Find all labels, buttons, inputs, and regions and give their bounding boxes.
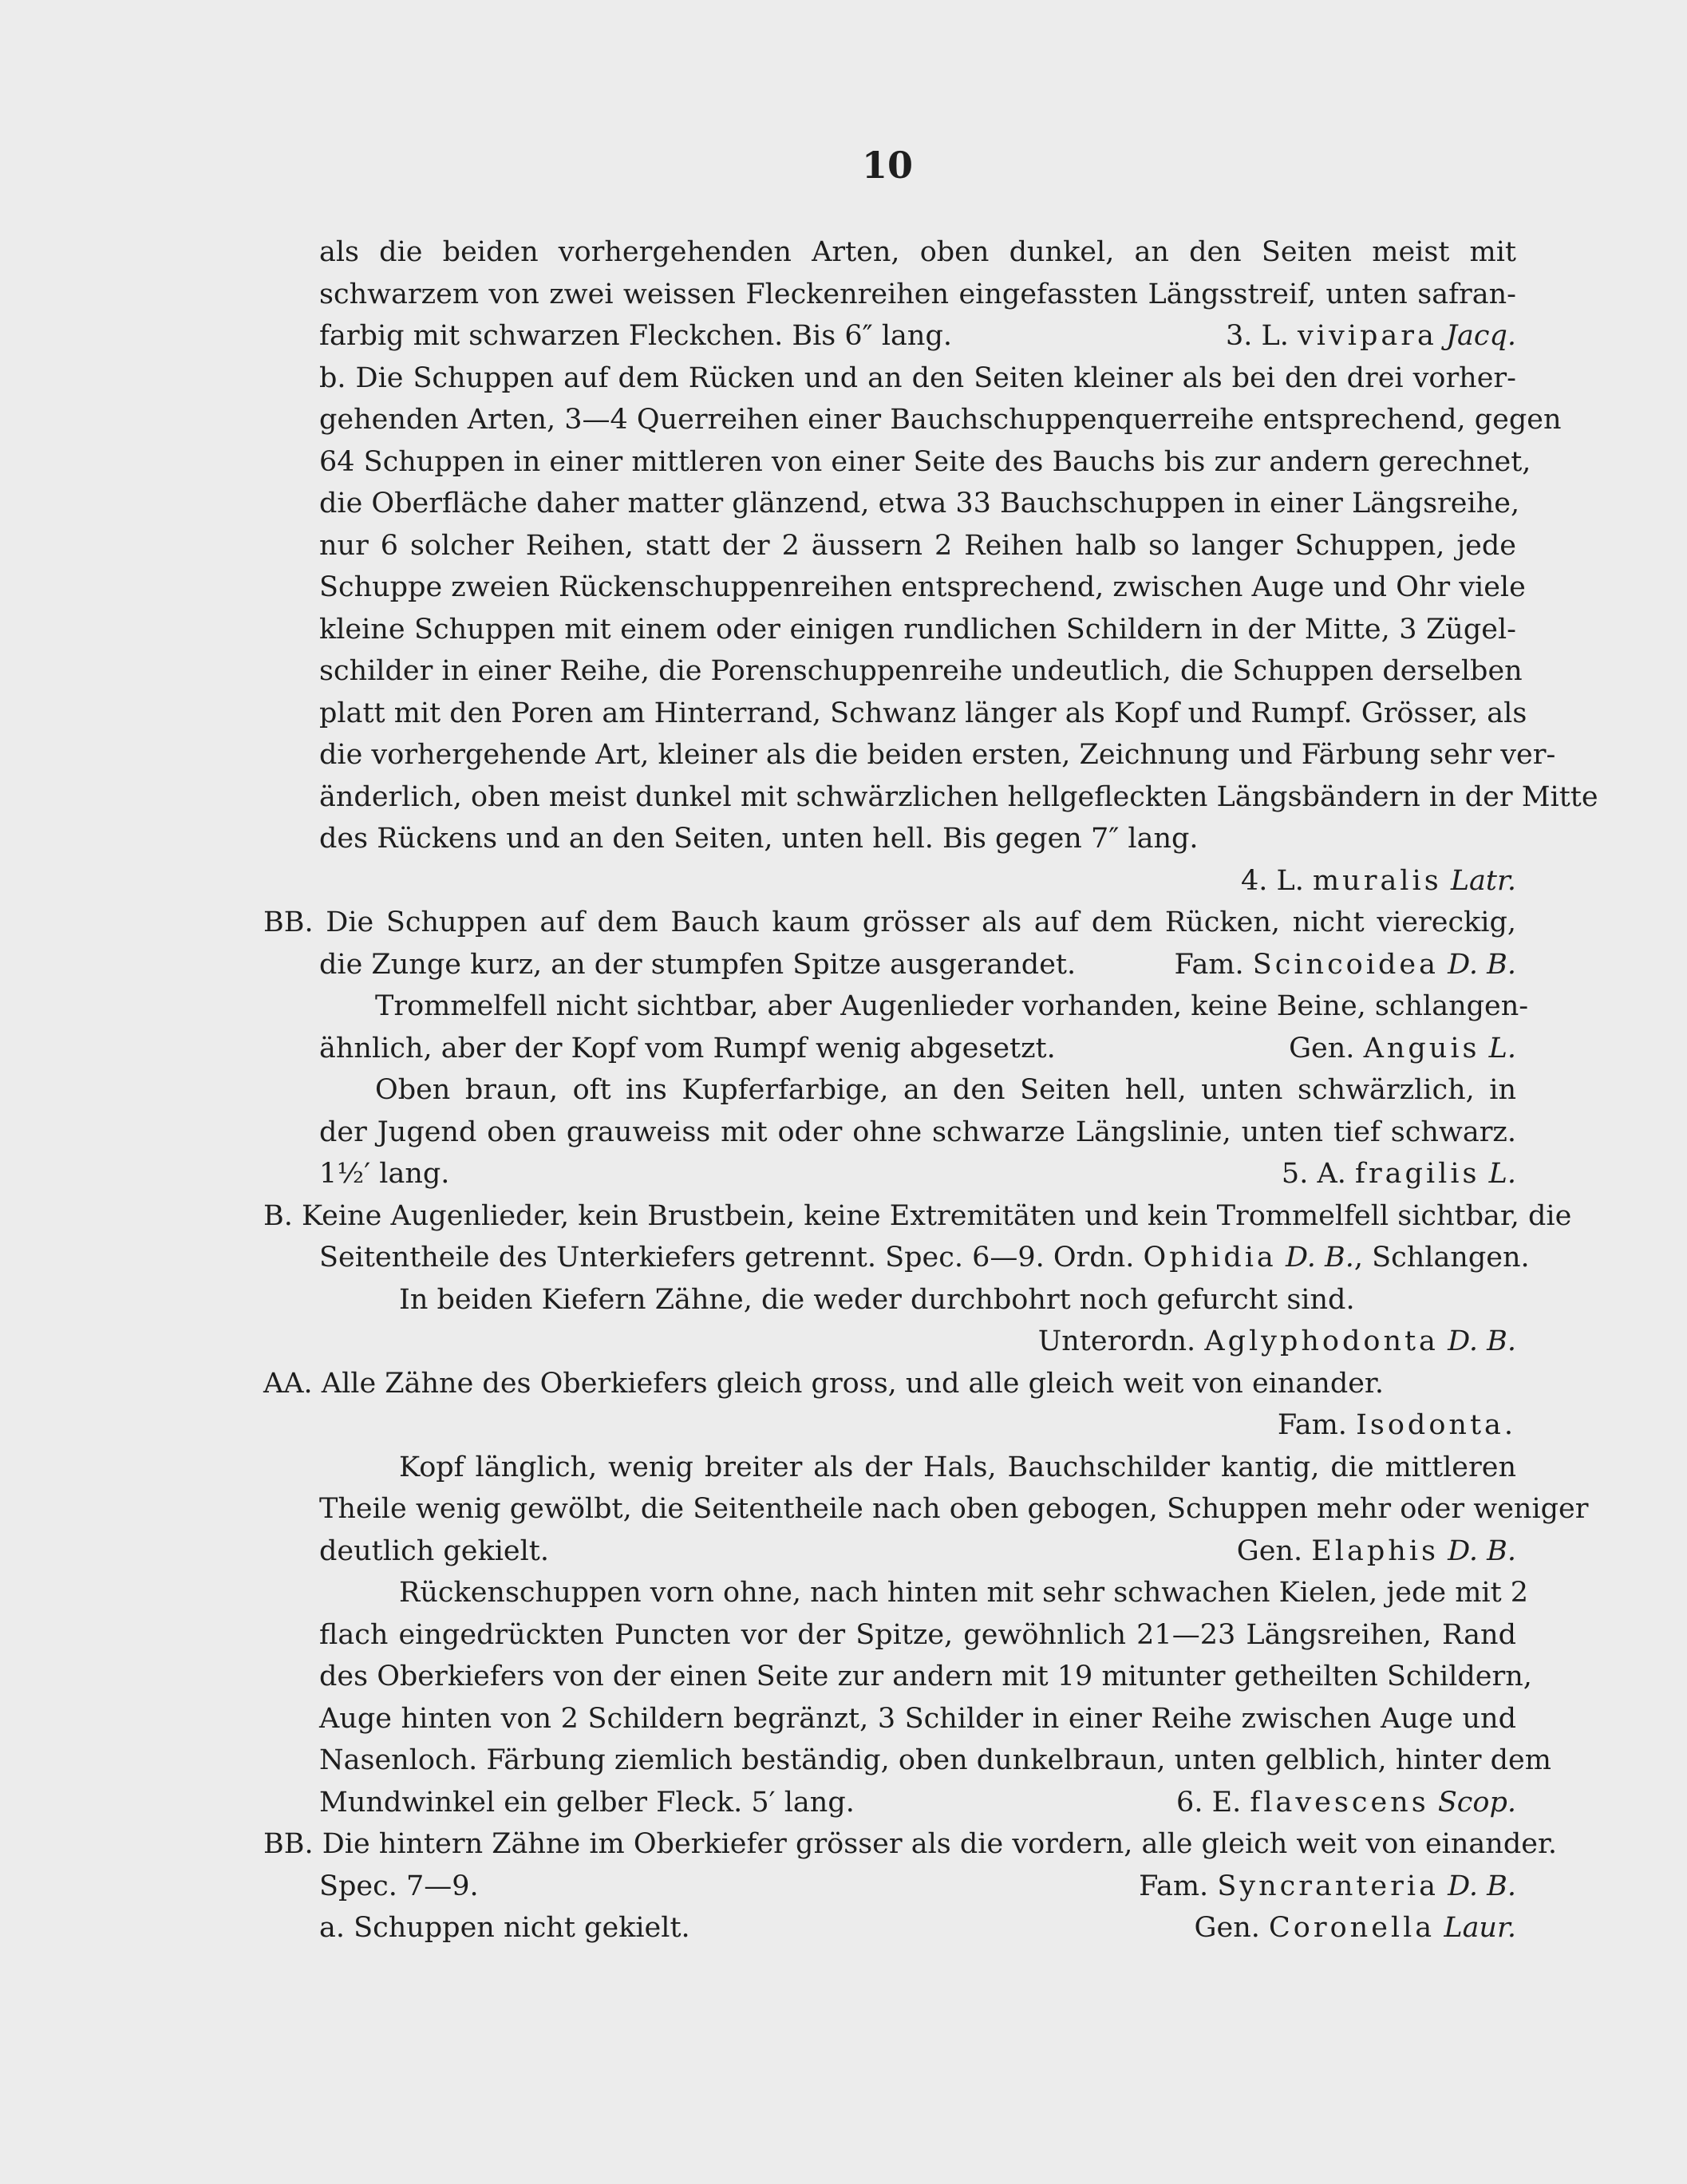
- text-line: als die beiden vorhergehenden Arten, oben dunkel, an den Seiten meist mit: [319, 236, 1516, 268]
- text-line: änderlich, oben meist dunkel mit schwärzlichen hellgefleckten Längsbändern in der Mitte: [319, 780, 1598, 813]
- text-line: schwarzem von zwei weissen Fleckenreihen eingefassten Längsstreif, unten safran-: [319, 278, 1516, 310]
- body-text: [263, 231, 1598, 1949]
- text-line: farbig mit schwarzen Fleckchen. Bis 6″ lang. 3. L. vivipara Jacq.: [263, 315, 1516, 357]
- text-line: B. Keine Augenlieder, kein Brustbein, keine Extremitäten und kein Trommelfell sichtbar, die: [263, 1199, 1572, 1232]
- text-line: 1½′ lang. 5. A. fragilis L.: [263, 1153, 1516, 1195]
- text-line: 64 Schuppen in einer mittleren von einer Seite des Bauchs bis zur andern gerechnet,: [319, 445, 1531, 478]
- text-line: die Oberfläche daher matter glänzend, etwa 33 Bauchschuppen in einer Längsreihe,: [319, 488, 1520, 519]
- text-line: Theile wenig gewölbt, die Seitentheile nach oben gebogen, Schuppen mehr oder weniger: [319, 1493, 1589, 1525]
- text-line: b. Die Schuppen auf dem Rücken und an den Seiten kleiner als bei den drei vorher-: [319, 361, 1516, 394]
- taxon-name: Fam. Syncranteria D. B.: [1139, 1870, 1516, 1902]
- text-line: Rückenschuppen vorn ohne, nach hinten mit sehr schwachen Kielen, jede mit 2: [399, 1577, 1529, 1609]
- text-line: gehenden Arten, 3—4 Querreihen einer Bauchschuppenquerreihe entsprechend, gegen: [319, 404, 1562, 436]
- text-line: die vorhergehende Art, kleiner als die beiden ersten, Zeichnung und Färbung sehr ver-: [319, 739, 1556, 771]
- text-line: AA. Alle Zähne des Oberkiefers gleich gross, und alle gleich weit von einander.: [263, 1367, 1384, 1400]
- taxon-name: Gen. Elaphis D. B.: [1236, 1534, 1516, 1567]
- text-line: der Jugend oben grauweiss mit oder ohne schwarze Längslinie, unten tief schwarz.: [319, 1116, 1516, 1148]
- text-line: [263, 1321, 1516, 1363]
- taxon-name: 4. L. muralis Latr.: [1240, 864, 1516, 897]
- taxon-name: 3. L. vivipara Jacq.: [1225, 320, 1516, 352]
- taxon-name: Gen. Coronella Laur.: [1194, 1912, 1516, 1944]
- text-line: ähnlich, aber der Kopf vom Rumpf wenig abgesetzt. Gen. Anguis L.: [263, 1028, 1516, 1070]
- text-line: des Oberkiefers von der einen Seite zur andern mit 19 mitunter getheilten Schildern,: [319, 1661, 1532, 1692]
- page-number: 10: [862, 144, 914, 187]
- text-line: In beiden Kiefern Zähne, die weder durchbohrt noch gefurcht sind.: [399, 1283, 1355, 1316]
- text-line: [263, 1404, 1516, 1447]
- taxon-name: Unterordn. Aglyphodonta D. B.: [1037, 1325, 1516, 1357]
- text-line: nur 6 solcher Reihen, statt der 2 äussern 2 Reihen halb so langer Schuppen, jede: [319, 529, 1516, 562]
- text-line: Kopf länglich, wenig breiter als der Hals, Bauchschilder kantig, die mittleren: [399, 1451, 1516, 1483]
- text-line: BB. Die hintern Zähne im Oberkiefer grösser als die vordern, alle gleich weit von einander.: [263, 1828, 1557, 1860]
- text-line: des Rückens und an den Seiten, unten hell. Bis gegen 7″ lang.: [319, 823, 1199, 855]
- text-line: Trommelfell nicht sichtbar, aber Augenlieder vorhanden, keine Beine, schlangen-: [375, 990, 1529, 1022]
- taxon-name: 6. E. flavescens Scop.: [1176, 1786, 1516, 1819]
- text-line: Schuppe zweien Rückenschuppenreihen entsprechend, zwischen Auge und Ohr viele: [319, 571, 1526, 603]
- taxon-name: Fam. Scincoidea D. B.: [1174, 948, 1516, 981]
- text-line: Spec. 7—9. Fam. Syncranteria D. B.: [263, 1866, 1516, 1908]
- text-line: Oben braun, oft ins Kupferfarbige, an den Seiten hell, unten schwärzlich, in: [375, 1074, 1516, 1106]
- taxon-name: 5. A. fragilis L.: [1281, 1158, 1516, 1190]
- text-line: flach eingedrückten Puncten vor der Spitze, gewöhnlich 21—23 Längsreihen, Rand: [319, 1618, 1516, 1651]
- text-line: Auge hinten von 2 Schildern begränzt, 3 Schilder in einer Reihe zwischen Auge und: [319, 1702, 1516, 1735]
- text-line: kleine Schuppen mit einem oder einigen rundlichen Schildern in der Mitte, 3 Zügel-: [319, 613, 1516, 646]
- taxon-name: Fam. Isodonta.: [1277, 1409, 1516, 1441]
- text-line: die Zunge kurz, an der stumpfen Spitze ausgerandet. Fam. Scincoidea D. B.: [263, 944, 1516, 986]
- text-line: Nasenloch. Färbung ziemlich beständig, oben dunkelbraun, unten gelblich, hinter dem: [319, 1744, 1551, 1776]
- text-line: [263, 860, 1516, 902]
- text-line: deutlich gekielt. Gen. Elaphis D. B.: [263, 1530, 1516, 1573]
- text-line: Mundwinkel ein gelber Fleck. 5′ lang. 6. E. flavescens Scop.: [263, 1782, 1516, 1824]
- text-line: Seitentheile des Unterkiefers getrennt. Spec. 6—9. Ordn. Ophidia D. B., Schlangen.: [319, 1242, 1530, 1274]
- text-line: BB. Die Schuppen auf dem Bauch kaum grösser als auf dem Rücken, nicht viereckig,: [263, 906, 1516, 938]
- taxon-name: Gen. Anguis L.: [1289, 1032, 1516, 1064]
- text-line: a. Schuppen nicht gekielt. Gen. Coronella Laur.: [263, 1907, 1516, 1949]
- text-line: schilder in einer Reihe, die Porenschuppenreihe undeutlich, die Schuppen derselben: [319, 655, 1523, 687]
- text-line: platt mit den Poren am Hinterrand, Schwanz länger als Kopf und Rumpf. Grösser, als: [319, 697, 1527, 729]
